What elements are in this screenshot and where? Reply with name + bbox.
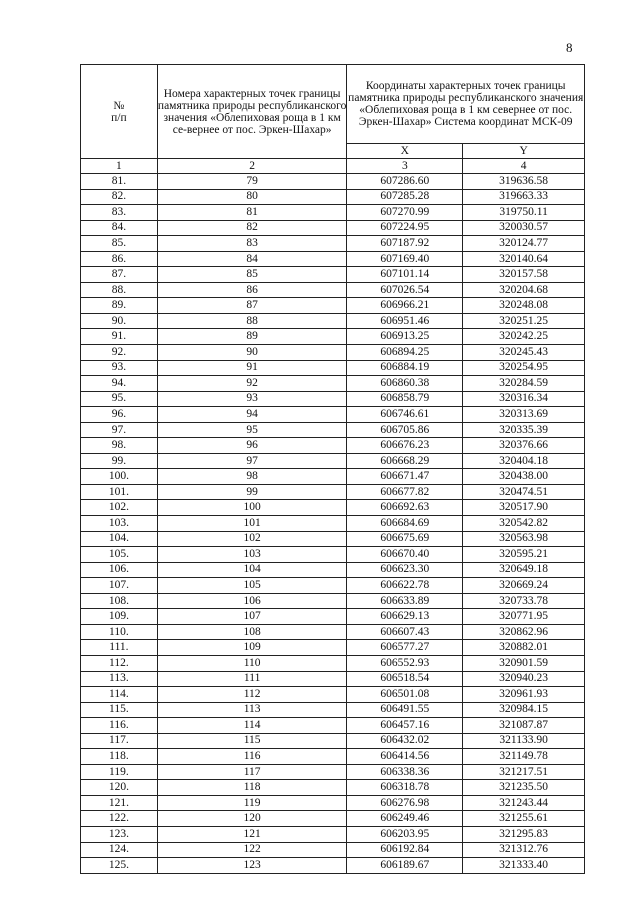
- y-coordinate-cell: 320862.96: [463, 624, 585, 640]
- table-row: [81, 453, 585, 469]
- point-number-cell: 106: [157, 593, 347, 609]
- row-number-cell: 88.: [81, 282, 158, 298]
- x-coordinate-cell: 606457.16: [347, 718, 463, 734]
- x-coordinate-cell: 606858.79: [347, 391, 463, 407]
- y-coordinate-cell: 321087.87: [463, 718, 585, 734]
- x-coordinate-cell: 607169.40: [347, 251, 463, 267]
- table-row: [81, 578, 585, 594]
- x-coordinate-cell: 606692.63: [347, 500, 463, 516]
- point-number-cell: 118: [157, 780, 347, 796]
- row-number-cell: 115.: [81, 702, 158, 718]
- y-coordinate-cell: 320771.95: [463, 609, 585, 625]
- x-coordinate-cell: 606623.30: [347, 562, 463, 578]
- row-number-cell: 116.: [81, 718, 158, 734]
- row-number-cell: 121.: [81, 795, 158, 811]
- y-coordinate-cell: 321149.78: [463, 749, 585, 765]
- row-number-cell: 91.: [81, 329, 158, 345]
- table-row: [81, 236, 585, 252]
- x-coordinate-cell: 606577.27: [347, 640, 463, 656]
- row-number-cell: 101.: [81, 484, 158, 500]
- x-coordinate-cell: 606607.43: [347, 624, 463, 640]
- y-coordinate-cell: 321295.83: [463, 826, 585, 842]
- table-row: [81, 484, 585, 500]
- y-coordinate-cell: 320961.93: [463, 687, 585, 703]
- x-coordinate-cell: 606249.46: [347, 811, 463, 827]
- point-number-cell: 113: [157, 702, 347, 718]
- row-number-cell: 89.: [81, 298, 158, 314]
- table-row: [81, 220, 585, 236]
- row-number-cell: 111.: [81, 640, 158, 656]
- row-number-cell: 84.: [81, 220, 158, 236]
- point-number-cell: 89: [157, 329, 347, 345]
- point-number-cell: 104: [157, 562, 347, 578]
- row-number-cell: 81.: [81, 174, 158, 190]
- table-row: [81, 547, 585, 563]
- point-number-cell: 86: [157, 282, 347, 298]
- point-number-cell: 109: [157, 640, 347, 656]
- header-x: X: [347, 144, 463, 159]
- x-coordinate-cell: 606622.78: [347, 578, 463, 594]
- point-number-cell: 93: [157, 391, 347, 407]
- table-row: [81, 189, 585, 205]
- x-coordinate-cell: 606276.98: [347, 795, 463, 811]
- point-number-cell: 114: [157, 718, 347, 734]
- y-coordinate-cell: 320901.59: [463, 655, 585, 671]
- row-number-cell: 123.: [81, 826, 158, 842]
- row-number-cell: 94.: [81, 376, 158, 392]
- x-coordinate-cell: 606668.29: [347, 453, 463, 469]
- point-number-cell: 82: [157, 220, 347, 236]
- coordinates-table: [80, 64, 585, 874]
- y-coordinate-cell: 319663.33: [463, 189, 585, 205]
- y-coordinate-cell: 320542.82: [463, 516, 585, 532]
- row-number-cell: 119.: [81, 764, 158, 780]
- table-row: [81, 438, 585, 454]
- y-coordinate-cell: 321217.51: [463, 764, 585, 780]
- y-coordinate-cell: 320335.39: [463, 422, 585, 438]
- row-number-cell: 107.: [81, 578, 158, 594]
- x-coordinate-cell: 606189.67: [347, 858, 463, 874]
- table-row: [81, 267, 585, 283]
- point-number-cell: 117: [157, 764, 347, 780]
- table-row: [81, 749, 585, 765]
- point-number-cell: 122: [157, 842, 347, 858]
- point-number-cell: 101: [157, 516, 347, 532]
- row-number-cell: 122.: [81, 811, 158, 827]
- y-coordinate-cell: 319636.58: [463, 174, 585, 190]
- page-number: 8: [566, 40, 573, 55]
- x-coordinate-cell: 606491.55: [347, 702, 463, 718]
- row-number-cell: 92.: [81, 345, 158, 361]
- table-row: [81, 469, 585, 485]
- table-row: [81, 609, 585, 625]
- table-row: [81, 407, 585, 423]
- point-number-cell: 123: [157, 858, 347, 874]
- point-number-cell: 83: [157, 236, 347, 252]
- row-number-cell: 113.: [81, 671, 158, 687]
- y-coordinate-cell: 320284.59: [463, 376, 585, 392]
- x-coordinate-cell: 606884.19: [347, 360, 463, 376]
- header-num-3: 3: [347, 159, 463, 174]
- table-row: [81, 811, 585, 827]
- row-number-cell: 83.: [81, 205, 158, 221]
- table-row: [81, 531, 585, 547]
- point-number-cell: 84: [157, 251, 347, 267]
- table-row: [81, 795, 585, 811]
- y-coordinate-cell: 320245.43: [463, 345, 585, 361]
- y-coordinate-cell: 320254.95: [463, 360, 585, 376]
- y-coordinate-cell: 320316.34: [463, 391, 585, 407]
- table-row: [81, 640, 585, 656]
- row-number-cell: 93.: [81, 360, 158, 376]
- row-number-cell: 114.: [81, 687, 158, 703]
- table-row: [81, 718, 585, 734]
- table-row: [81, 562, 585, 578]
- row-number-cell: 106.: [81, 562, 158, 578]
- table-row: [81, 826, 585, 842]
- x-coordinate-cell: 606746.61: [347, 407, 463, 423]
- x-coordinate-cell: 606192.84: [347, 842, 463, 858]
- point-number-cell: 81: [157, 205, 347, 221]
- y-coordinate-cell: 320251.25: [463, 313, 585, 329]
- header-coordinates-group: Координаты характерных точек границы памятника природы республиканского значения «Облепиховая роща в 1 км севернее от пос. Эркен-Шахар» Система координат МСК-09: [347, 65, 585, 144]
- table-row: [81, 500, 585, 516]
- x-coordinate-cell: 606966.21: [347, 298, 463, 314]
- x-coordinate-cell: 607286.60: [347, 174, 463, 190]
- row-number-cell: 87.: [81, 267, 158, 283]
- point-number-cell: 110: [157, 655, 347, 671]
- x-coordinate-cell: 607285.28: [347, 189, 463, 205]
- row-number-cell: 109.: [81, 609, 158, 625]
- x-coordinate-cell: 606671.47: [347, 469, 463, 485]
- point-number-cell: 88: [157, 313, 347, 329]
- row-number-cell: 99.: [81, 453, 158, 469]
- x-coordinate-cell: 606670.40: [347, 547, 463, 563]
- row-number-cell: 117.: [81, 733, 158, 749]
- table-row: [81, 313, 585, 329]
- x-coordinate-cell: 607224.95: [347, 220, 463, 236]
- point-number-cell: 90: [157, 345, 347, 361]
- header-num-2: 2: [157, 159, 347, 174]
- y-coordinate-cell: 320157.58: [463, 267, 585, 283]
- y-coordinate-cell: 321333.40: [463, 858, 585, 874]
- x-coordinate-cell: 607187.92: [347, 236, 463, 252]
- point-number-cell: 119: [157, 795, 347, 811]
- row-number-cell: 105.: [81, 547, 158, 563]
- table-row: [81, 733, 585, 749]
- header-y: Y: [463, 144, 585, 159]
- table-row: [81, 174, 585, 190]
- y-coordinate-cell: 321133.90: [463, 733, 585, 749]
- row-number-cell: 98.: [81, 438, 158, 454]
- point-number-cell: 85: [157, 267, 347, 283]
- point-number-cell: 95: [157, 422, 347, 438]
- point-number-cell: 108: [157, 624, 347, 640]
- table-row: [81, 516, 585, 532]
- point-number-cell: 107: [157, 609, 347, 625]
- header-num-4: 4: [463, 159, 585, 174]
- y-coordinate-cell: 320669.24: [463, 578, 585, 594]
- point-number-cell: 103: [157, 547, 347, 563]
- y-coordinate-cell: 320404.18: [463, 453, 585, 469]
- x-coordinate-cell: 606677.82: [347, 484, 463, 500]
- point-number-cell: 92: [157, 376, 347, 392]
- point-number-cell: 100: [157, 500, 347, 516]
- x-coordinate-cell: 606414.56: [347, 749, 463, 765]
- x-coordinate-cell: 606338.36: [347, 764, 463, 780]
- table-row: [81, 624, 585, 640]
- table-row: [81, 671, 585, 687]
- x-coordinate-cell: 607026.54: [347, 282, 463, 298]
- y-coordinate-cell: 321312.76: [463, 842, 585, 858]
- point-number-cell: 79: [157, 174, 347, 190]
- table-row: [81, 422, 585, 438]
- x-coordinate-cell: 606951.46: [347, 313, 463, 329]
- y-coordinate-cell: 320595.21: [463, 547, 585, 563]
- x-coordinate-cell: 606705.86: [347, 422, 463, 438]
- y-coordinate-cell: 320882.01: [463, 640, 585, 656]
- x-coordinate-cell: 606676.23: [347, 438, 463, 454]
- row-number-cell: 95.: [81, 391, 158, 407]
- table-row: [81, 345, 585, 361]
- y-coordinate-cell: 320204.68: [463, 282, 585, 298]
- row-number-cell: 108.: [81, 593, 158, 609]
- row-number-cell: 110.: [81, 624, 158, 640]
- point-number-cell: 87: [157, 298, 347, 314]
- point-number-cell: 91: [157, 360, 347, 376]
- y-coordinate-cell: 321235.50: [463, 780, 585, 796]
- y-coordinate-cell: 319750.11: [463, 205, 585, 221]
- x-coordinate-cell: 606913.25: [347, 329, 463, 345]
- table-row: [81, 282, 585, 298]
- table-row: [81, 687, 585, 703]
- table-row: [81, 858, 585, 874]
- point-number-cell: 111: [157, 671, 347, 687]
- row-number-cell: 96.: [81, 407, 158, 423]
- point-number-cell: 98: [157, 469, 347, 485]
- table-body: [81, 174, 585, 874]
- row-number-cell: 103.: [81, 516, 158, 532]
- y-coordinate-cell: 321255.61: [463, 811, 585, 827]
- point-number-cell: 105: [157, 578, 347, 594]
- y-coordinate-cell: 320649.18: [463, 562, 585, 578]
- row-number-cell: 90.: [81, 313, 158, 329]
- x-coordinate-cell: 606518.54: [347, 671, 463, 687]
- point-number-cell: 121: [157, 826, 347, 842]
- y-coordinate-cell: 320733.78: [463, 593, 585, 609]
- row-number-cell: 97.: [81, 422, 158, 438]
- y-coordinate-cell: 320248.08: [463, 298, 585, 314]
- x-coordinate-cell: 606675.69: [347, 531, 463, 547]
- table-row: [81, 298, 585, 314]
- row-number-cell: 85.: [81, 236, 158, 252]
- table-row: [81, 593, 585, 609]
- header-row-number: № п/п: [81, 65, 158, 159]
- point-number-cell: 97: [157, 453, 347, 469]
- point-number-cell: 94: [157, 407, 347, 423]
- x-coordinate-cell: 607101.14: [347, 267, 463, 283]
- header-num-1: 1: [81, 159, 158, 174]
- point-number-cell: 80: [157, 189, 347, 205]
- point-number-cell: 115: [157, 733, 347, 749]
- y-coordinate-cell: 320984.15: [463, 702, 585, 718]
- y-coordinate-cell: 320438.00: [463, 469, 585, 485]
- x-coordinate-cell: 606203.95: [347, 826, 463, 842]
- point-number-cell: 112: [157, 687, 347, 703]
- x-coordinate-cell: 607270.99: [347, 205, 463, 221]
- point-number-cell: 96: [157, 438, 347, 454]
- y-coordinate-cell: 320242.25: [463, 329, 585, 345]
- y-coordinate-cell: 320940.23: [463, 671, 585, 687]
- y-coordinate-cell: 320517.90: [463, 500, 585, 516]
- table-row: [81, 702, 585, 718]
- row-number-cell: 112.: [81, 655, 158, 671]
- row-number-cell: 120.: [81, 780, 158, 796]
- point-number-cell: 116: [157, 749, 347, 765]
- row-number-cell: 118.: [81, 749, 158, 765]
- row-number-cell: 82.: [81, 189, 158, 205]
- table-row: [81, 764, 585, 780]
- point-number-cell: 120: [157, 811, 347, 827]
- x-coordinate-cell: 606318.78: [347, 780, 463, 796]
- x-coordinate-cell: 606894.25: [347, 345, 463, 361]
- x-coordinate-cell: 606860.38: [347, 376, 463, 392]
- row-number-cell: 124.: [81, 842, 158, 858]
- x-coordinate-cell: 606629.13: [347, 609, 463, 625]
- table-row: [81, 391, 585, 407]
- header-point-number: Номера характерных точек границы памятника природы республиканского значения «Облепиховая роща в 1 км се-вернее от пос. Эркен-Шахар»: [157, 65, 347, 159]
- x-coordinate-cell: 606432.02: [347, 733, 463, 749]
- row-number-cell: 125.: [81, 858, 158, 874]
- y-coordinate-cell: 321243.44: [463, 795, 585, 811]
- y-coordinate-cell: 320563.98: [463, 531, 585, 547]
- x-coordinate-cell: 606501.08: [347, 687, 463, 703]
- table-row: [81, 329, 585, 345]
- table-row: [81, 780, 585, 796]
- table-row: [81, 251, 585, 267]
- row-number-cell: 100.: [81, 469, 158, 485]
- row-number-cell: 86.: [81, 251, 158, 267]
- y-coordinate-cell: 320124.77: [463, 236, 585, 252]
- table-row: [81, 360, 585, 376]
- y-coordinate-cell: 320030.57: [463, 220, 585, 236]
- table-row: [81, 655, 585, 671]
- y-coordinate-cell: 320140.64: [463, 251, 585, 267]
- x-coordinate-cell: 606552.93: [347, 655, 463, 671]
- table-row: [81, 205, 585, 221]
- table-row: [81, 842, 585, 858]
- y-coordinate-cell: 320313.69: [463, 407, 585, 423]
- x-coordinate-cell: 606684.69: [347, 516, 463, 532]
- y-coordinate-cell: 320376.66: [463, 438, 585, 454]
- row-number-cell: 104.: [81, 531, 158, 547]
- row-number-cell: 102.: [81, 500, 158, 516]
- point-number-cell: 102: [157, 531, 347, 547]
- x-coordinate-cell: 606633.89: [347, 593, 463, 609]
- table-row: [81, 376, 585, 392]
- y-coordinate-cell: 320474.51: [463, 484, 585, 500]
- point-number-cell: 99: [157, 484, 347, 500]
